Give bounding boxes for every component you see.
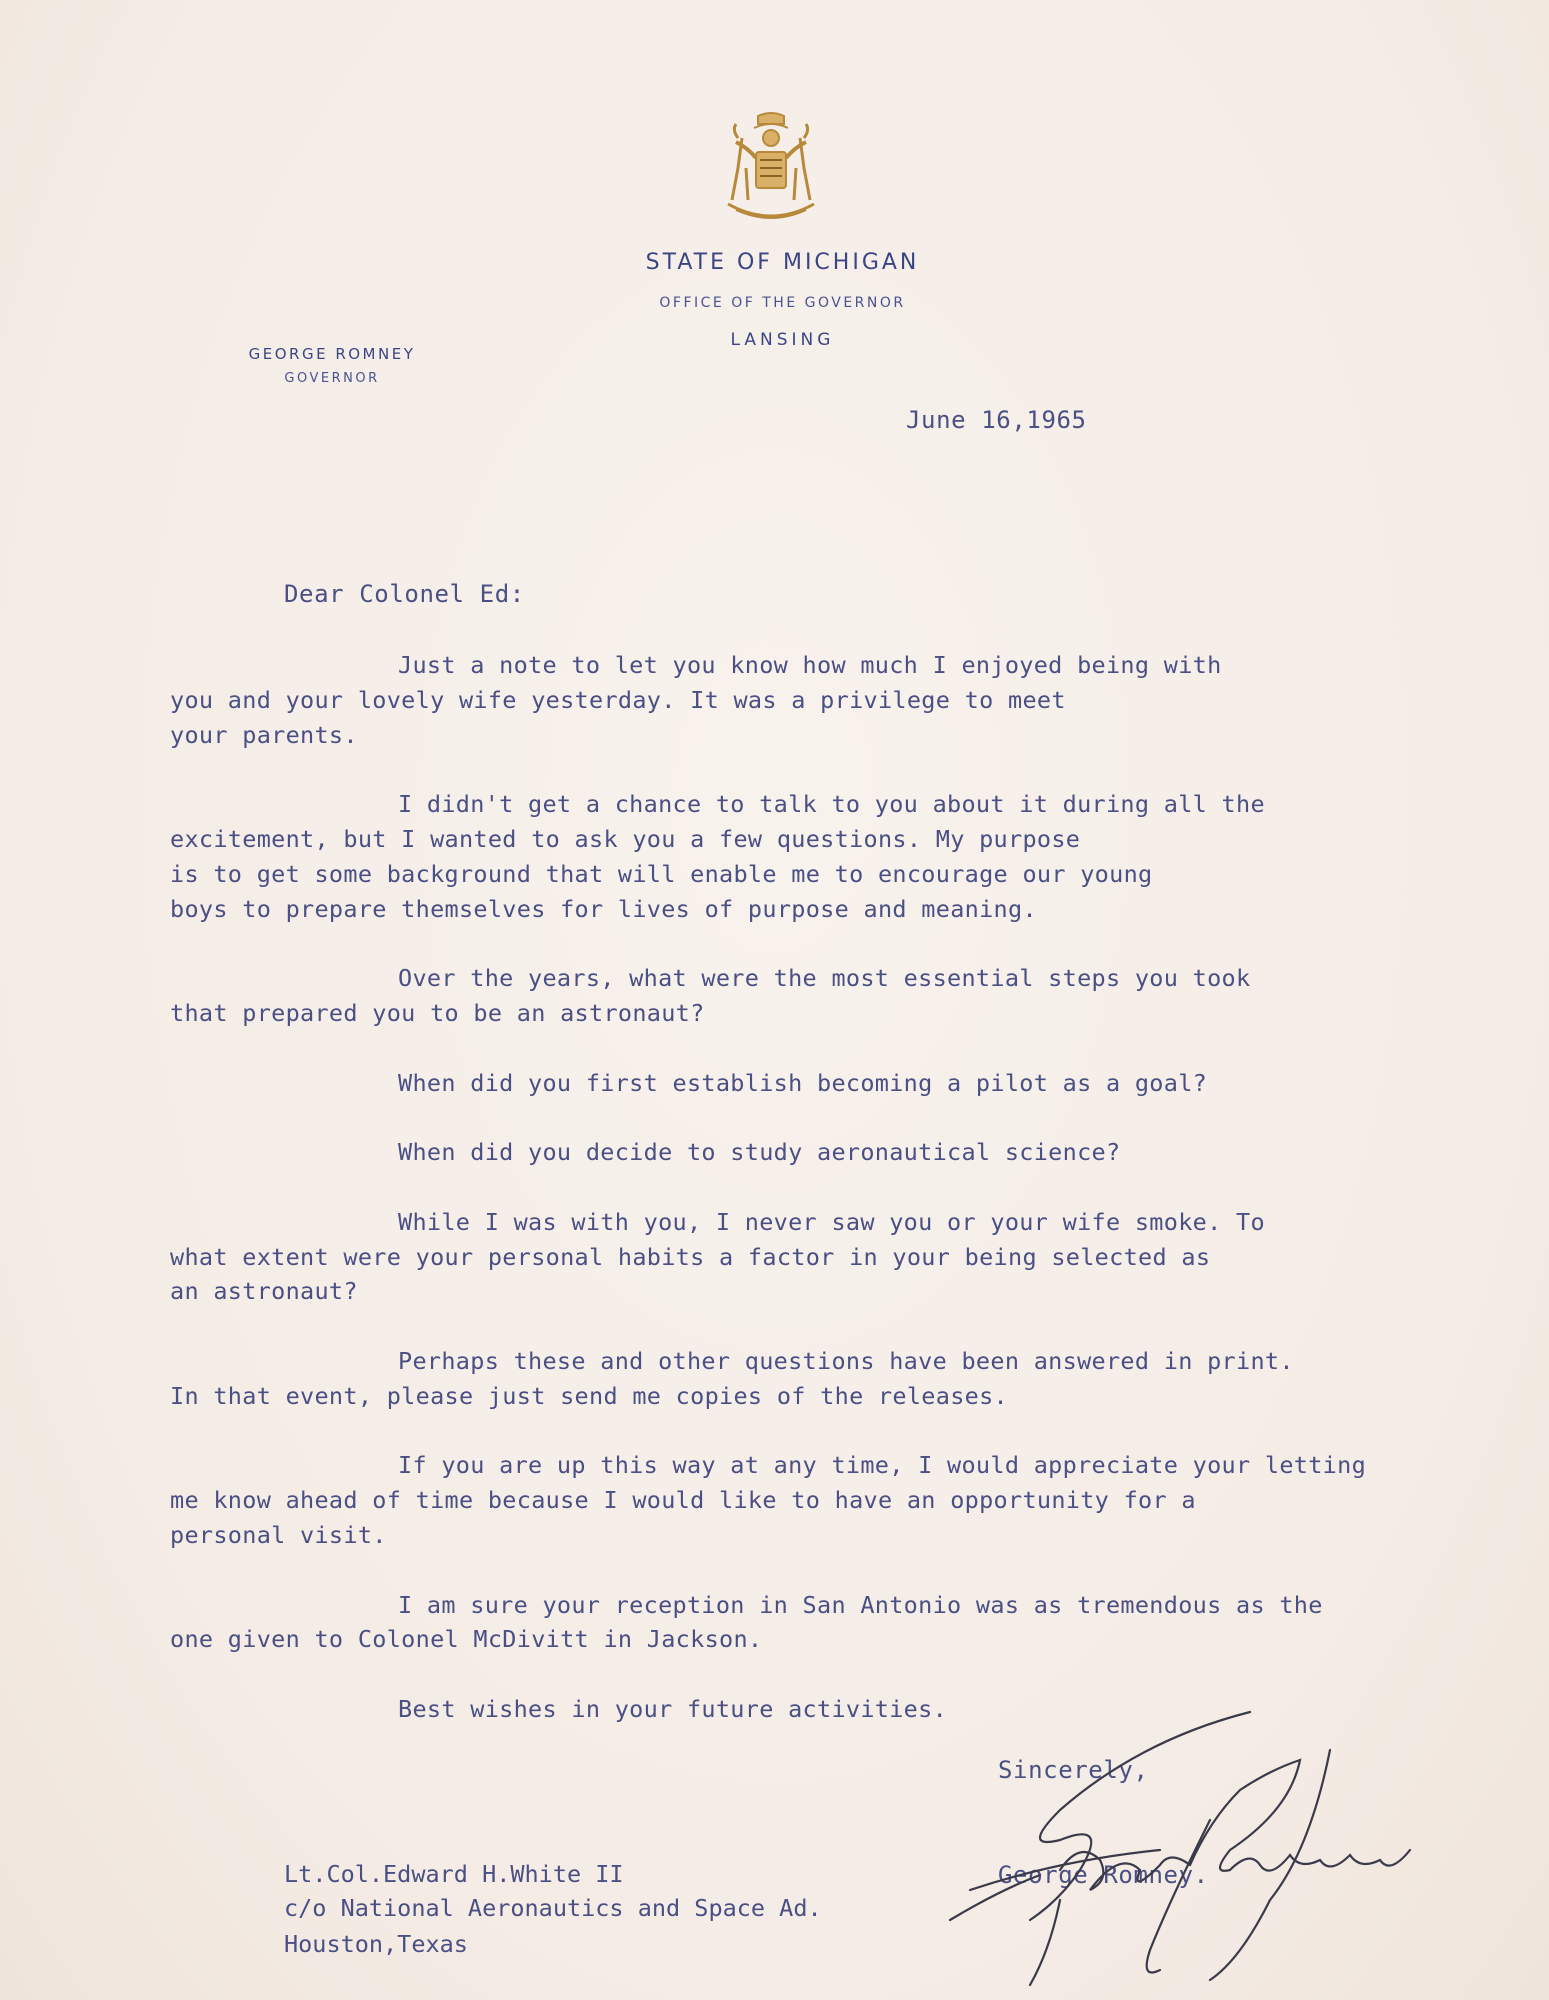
paragraph-line: an astronaut? — [170, 1277, 358, 1306]
letterhead-office: OFFICE OF THE GOVERNOR — [659, 295, 906, 311]
paragraph-line: personal visit. — [170, 1520, 387, 1549]
letter-date: June 16,1965 — [906, 406, 1087, 434]
body-paragraph — [170, 1448, 1404, 1552]
body-paragraph — [170, 1205, 1404, 1309]
address-line-2: c/o National Aeronautics and Space Ad. — [284, 1894, 822, 1922]
paragraph-line: When did you first establish becoming a pilot as a goal? — [398, 1068, 1208, 1097]
paragraph-line: boys to prepare themselves for lives of purpose and meaning. — [170, 894, 1037, 923]
body-paragraph — [284, 1135, 1404, 1170]
paragraph-line: While I was with you, I never saw you or your wife smoke. To — [398, 1207, 1265, 1236]
letterhead-state: STATE OF MICHIGAN — [645, 250, 920, 275]
paragraph-line: I didn't get a chance to talk to you about it during all the — [398, 790, 1265, 819]
body-paragraph — [170, 787, 1404, 926]
paragraph-line: Best wishes in your future activities. — [398, 1694, 948, 1723]
address-line-3: Houston,Texas — [284, 1930, 468, 1958]
paragraph-line: what extent were your personal habits a factor in your being selected as — [170, 1242, 1211, 1271]
address-line-1: Lt.Col.Edward H.White II — [284, 1860, 624, 1888]
letterhead-city: LANSING — [730, 330, 835, 350]
body-paragraph — [170, 1588, 1404, 1658]
paragraph-line: Just a note to let you know how much I enjoyed being with — [398, 651, 1222, 679]
body-paragraph — [284, 1066, 1404, 1101]
paragraph-line: you and your lovely wife yesterday. It was a privilege to meet — [170, 685, 1066, 714]
paragraph-line: Over the years, what were the most essential steps you took — [398, 964, 1251, 993]
paragraph-line: is to get some background that will enable me to encourage our young — [170, 859, 1153, 888]
paragraph-line: me know ahead of time because I would like to have an opportunity for a — [170, 1486, 1196, 1515]
paragraph-line: your parents. — [170, 720, 358, 749]
body-paragraph — [170, 1344, 1404, 1414]
governor-name: GEORGE ROMNEY — [248, 345, 416, 363]
paragraph-line: Perhaps these and other questions have been answered in print. — [398, 1346, 1294, 1375]
paragraph-line: excitement, but I wanted to ask you a few questions. My purpose — [170, 824, 1081, 853]
closing: Sincerely, — [998, 1756, 1149, 1784]
signer-name: George Romney. — [998, 1861, 1209, 1889]
paragraph-line: one given to Colonel McDivitt in Jackson. — [170, 1625, 763, 1654]
salutation: Dear Colonel Ed: — [284, 580, 525, 608]
body-paragraph — [170, 648, 1404, 752]
paragraph-line: In that event, please just send me copies of the releases. — [170, 1381, 1008, 1410]
handwritten-signature-icon — [910, 1700, 1430, 1990]
paragraph-line: When did you decide to study aeronautical science? — [398, 1138, 1121, 1167]
body-paragraph — [170, 961, 1404, 1031]
michigan-state-seal-icon — [718, 108, 824, 228]
letter-body — [170, 648, 1404, 1762]
paragraph-line: that prepared you to be an astronaut? — [170, 998, 705, 1027]
paragraph-line: If you are up this way at any time, I would appreciate your letting — [398, 1451, 1367, 1480]
paragraph-line: I am sure your reception in San Antonio was as tremendous as the — [398, 1590, 1323, 1619]
governor-title: GOVERNOR — [284, 371, 380, 386]
